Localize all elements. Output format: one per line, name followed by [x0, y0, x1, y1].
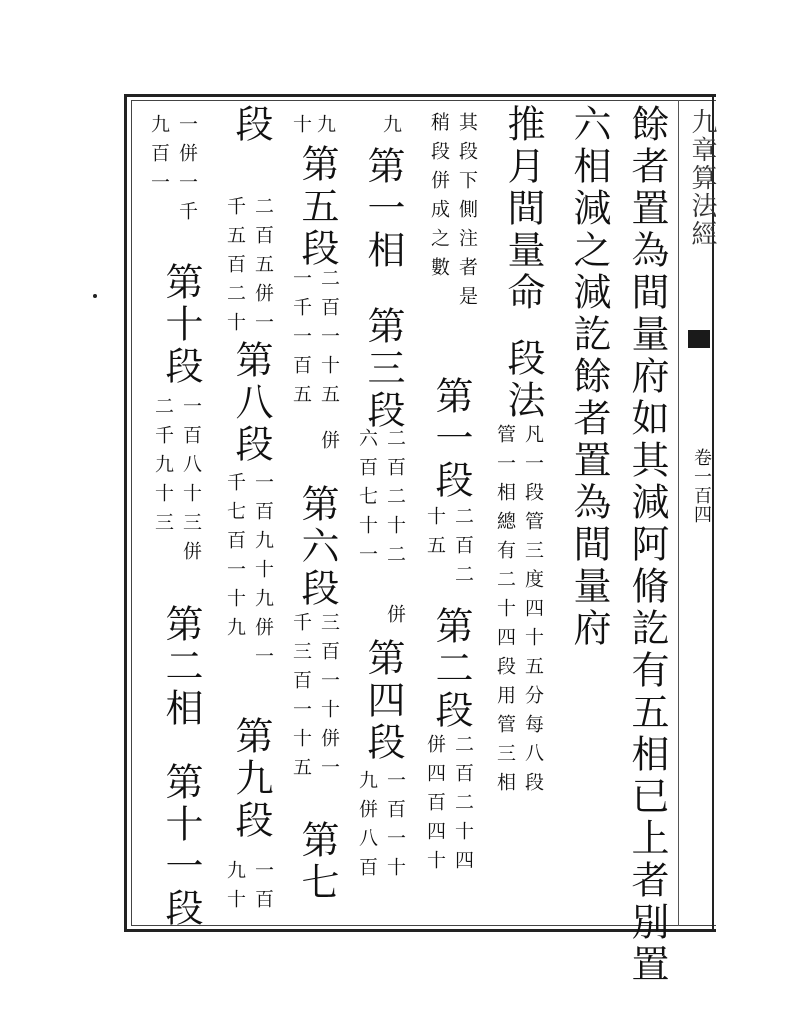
- margin-book-title: 九章算法經: [687, 108, 717, 248]
- ink-speck: [93, 294, 97, 298]
- duan-9-value-a: 一百: [252, 860, 274, 918]
- duan-2: 第二段: [429, 606, 473, 732]
- duan-6: 第六段: [295, 484, 339, 610]
- duan-8-value-b: 千七百一十九: [224, 472, 246, 646]
- carry-ten: 十: [290, 114, 312, 143]
- duan-11: 第十一段: [159, 762, 203, 930]
- duan-4: 第四段: [361, 638, 405, 764]
- duan-9-value-d: 九百一: [148, 114, 170, 201]
- duan-7-value-b: 千五百二十: [224, 196, 246, 341]
- duan-5: 第五段: [295, 144, 339, 270]
- duan-9-value-b: 九十: [224, 860, 246, 918]
- duan-10-value-a: 一百八十三併: [180, 396, 202, 570]
- heading-duan-fa: 段法: [501, 338, 545, 422]
- duan-7-cont: 段: [229, 104, 273, 146]
- duan-7: 第七: [295, 820, 339, 904]
- fishtail-mark: [688, 330, 710, 348]
- duan-2-value-b: 併四百四十: [424, 734, 446, 879]
- duan-4-value-b: 九併八百: [356, 770, 378, 886]
- duan-5-value-a: 二百一十五: [318, 268, 340, 413]
- duan-8-value-a: 一百九十九併一: [252, 472, 274, 675]
- margin-juan-label: 卷一百四: [691, 448, 712, 524]
- duan-6-value-a: 三百一十併一: [318, 612, 340, 786]
- heading-tui-yue: 推月間量命: [501, 104, 545, 314]
- note-column-4b: 稍段併成之數: [428, 112, 450, 286]
- duan-5-value-b: 一千一百五: [290, 268, 312, 413]
- xiang-1: 第一相: [361, 146, 405, 272]
- duan-9-value-c: 一併一千: [176, 114, 198, 230]
- duan-8: 第八段: [229, 340, 273, 466]
- duan-2-value-a: 二百二十四: [452, 734, 474, 879]
- duan-3-value-b: 六百七十一: [356, 428, 378, 573]
- duan-1-value-b: 十五: [424, 506, 446, 564]
- note-column-3a: 凡一段管三度四十五分每八段: [522, 424, 544, 801]
- carry-nine-b: 九: [314, 114, 336, 143]
- carry-nine-a: 九: [380, 114, 402, 143]
- text-column-2: 六相減之減訖餘者置為間量府: [567, 104, 611, 650]
- duan-7-value-a: 二百五併一: [252, 196, 274, 341]
- duan-4-value-a: 一百一十: [384, 770, 406, 886]
- duan-6-value-b: 千三百一十五: [290, 612, 312, 786]
- duan-9: 第九段: [229, 716, 273, 842]
- duan-3-bing: 併: [384, 604, 406, 633]
- duan-10-value-b: 二千九十三: [152, 396, 174, 541]
- duan-3: 第三段: [361, 306, 405, 432]
- note-column-3b: 管一相總有二十四段用管三相: [494, 424, 516, 801]
- duan-10: 第十段: [159, 262, 203, 388]
- duan-5-bing: 併: [318, 430, 340, 459]
- margin-divider: [678, 100, 679, 926]
- duan-3-value-a: 二百二十二: [384, 428, 406, 573]
- text-column-1: 餘者置為間量府如其減阿脩訖有五相已上者別置: [625, 104, 669, 986]
- duan-1: 第一段: [429, 376, 473, 502]
- xiang-2: 第二相: [159, 604, 203, 730]
- duan-1-value-a: 二百二: [452, 506, 474, 593]
- note-column-4a: 其段下側注者是: [456, 112, 478, 315]
